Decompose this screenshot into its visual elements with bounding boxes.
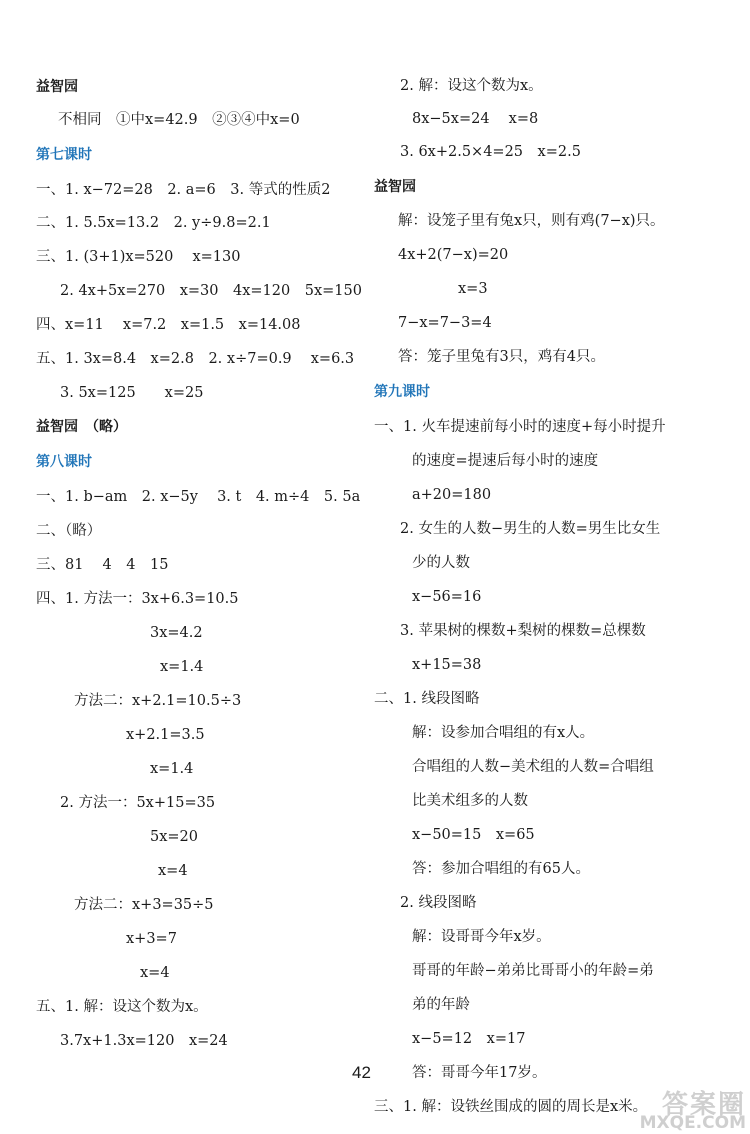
answer-line: x=1.4 xyxy=(150,761,194,777)
answer-line: 的速度=提速后每小时的速度 xyxy=(412,453,599,469)
answer-line: x+15=38 xyxy=(412,657,482,673)
answer-line: 解：设笼子里有兔x只，则有鸡(7−x)只。 xyxy=(398,213,665,229)
answer-line: 4x+2(7−x)=20 xyxy=(398,247,509,263)
answer-line: 一、1. b−am 2. x−5y 3. t 4. m÷4 5. 5a xyxy=(36,489,361,505)
answer-line: 2. 女生的人数−男生的人数=男生比女生 xyxy=(400,521,661,537)
answer-line: 四、1. 方法一：3x+6.3=10.5 xyxy=(36,591,239,607)
answer-line: 3.7x+1.3x=120 x=24 xyxy=(60,1033,228,1049)
answer-line: 哥哥的年龄−弟弟比哥哥小的年龄=弟 xyxy=(412,963,654,979)
answer-line: 解：设参加合唱组的有x人。 xyxy=(412,725,595,741)
answer-line: 2. 4x+5x=270 x=30 4x=120 5x=150 xyxy=(60,283,362,299)
answer-line: 四、x=11 x=7.2 x=1.5 x=14.08 xyxy=(36,317,301,333)
answer-line: 3. 6x+2.5×4=25 x=2.5 xyxy=(400,144,581,160)
answer-line: 3x=4.2 xyxy=(150,625,203,641)
answer-line: 三、1. (3+1)x=520 x=130 xyxy=(36,249,241,265)
answer-line: 3. 苹果树的棵数+梨树的棵数=总棵数 xyxy=(400,623,646,639)
answer-line: 5x=20 xyxy=(150,829,199,845)
answer-line: 方法二：x+3=35÷5 xyxy=(74,897,214,913)
answer-line: x−56=16 xyxy=(412,589,482,605)
answer-line: x+3=7 xyxy=(126,931,177,947)
answer-line: 2. 方法一：5x+15=35 xyxy=(60,795,216,811)
answer-line: 解：设哥哥今年x岁。 xyxy=(412,929,551,945)
answer-line: 答：参加合唱组的有65人。 xyxy=(412,861,590,877)
watermark-logo xyxy=(639,1090,746,1133)
answer-line: 合唱组的人数−美术组的人数=合唱组 xyxy=(412,759,654,775)
lesson-heading-7: 第七课时 xyxy=(36,147,92,163)
answer-line: x=4 xyxy=(140,965,170,981)
answer-line: 二、1. 5.5x=13.2 2. y÷9.8=2.1 xyxy=(36,215,271,231)
watermark-url: MXQE.COM xyxy=(639,1113,746,1133)
answer-line: x=3 xyxy=(458,281,488,297)
watermark-text: 答案圈 xyxy=(661,1090,746,1120)
answer-line: 8x−5x=24 x=8 xyxy=(412,111,539,127)
answer-line: x+2.1=3.5 xyxy=(126,727,205,743)
answer-line: 二、（略） xyxy=(36,523,102,539)
lesson-heading-9: 第九课时 xyxy=(374,384,430,400)
answer-line: 答：哥哥今年17岁。 xyxy=(412,1065,547,1081)
answer-line: 三、81 4 4 15 xyxy=(36,557,169,573)
answer-line: 2. 线段图略 xyxy=(400,895,477,911)
answer-line: 弟的年龄 xyxy=(412,997,470,1013)
answer-line: 二、1. 线段图略 xyxy=(374,691,480,707)
answer-line: a+20=180 xyxy=(412,487,492,503)
answer-line: 不相同 ①中x=42.9 ②③④中x=0 xyxy=(58,112,300,128)
answer-line: 方法二：x+2.1=10.5÷3 xyxy=(74,693,242,709)
answer-line: 五、1. 3x=8.4 x=2.8 2. x÷7=0.9 x=6.3 xyxy=(36,351,355,367)
section-title-yizhiyuan: 益智园 xyxy=(36,79,78,95)
answer-line: x−50=15 x=65 xyxy=(412,827,535,843)
section-title-yizhiyuan: 益智园 xyxy=(374,179,416,195)
page-number: 42 xyxy=(352,1063,371,1082)
answer-line: 一、1. 火车提速前每小时的速度+每小时提升 xyxy=(374,419,666,435)
lesson-heading-8: 第八课时 xyxy=(36,454,92,470)
answer-line: 少的人数 xyxy=(412,555,470,571)
answer-line: 比美术组多的人数 xyxy=(412,793,528,809)
answer-line: 3. 5x=125 x=25 xyxy=(60,385,204,401)
answer-line: x=1.4 xyxy=(160,659,204,675)
answer-line: 五、1. 解：设这个数为x。 xyxy=(36,999,208,1015)
answer-line: 答：笼子里兔有3只，鸡有4只。 xyxy=(398,349,605,365)
answer-line: 一、1. x−72=28 2. a=6 3. 等式的性质2 xyxy=(36,182,331,198)
answer-line: x=4 xyxy=(158,863,188,879)
section-title-yizhiyuan: 益智园 （略） xyxy=(36,419,127,435)
answer-line: 三、1. 解：设铁丝围成的圆的周长是x米。 xyxy=(374,1099,648,1115)
answer-line: 2. 解：设这个数为x。 xyxy=(400,78,543,94)
answer-line: x−5=12 x=17 xyxy=(412,1031,526,1047)
answer-line: 7−x=7−3=4 xyxy=(398,315,492,331)
